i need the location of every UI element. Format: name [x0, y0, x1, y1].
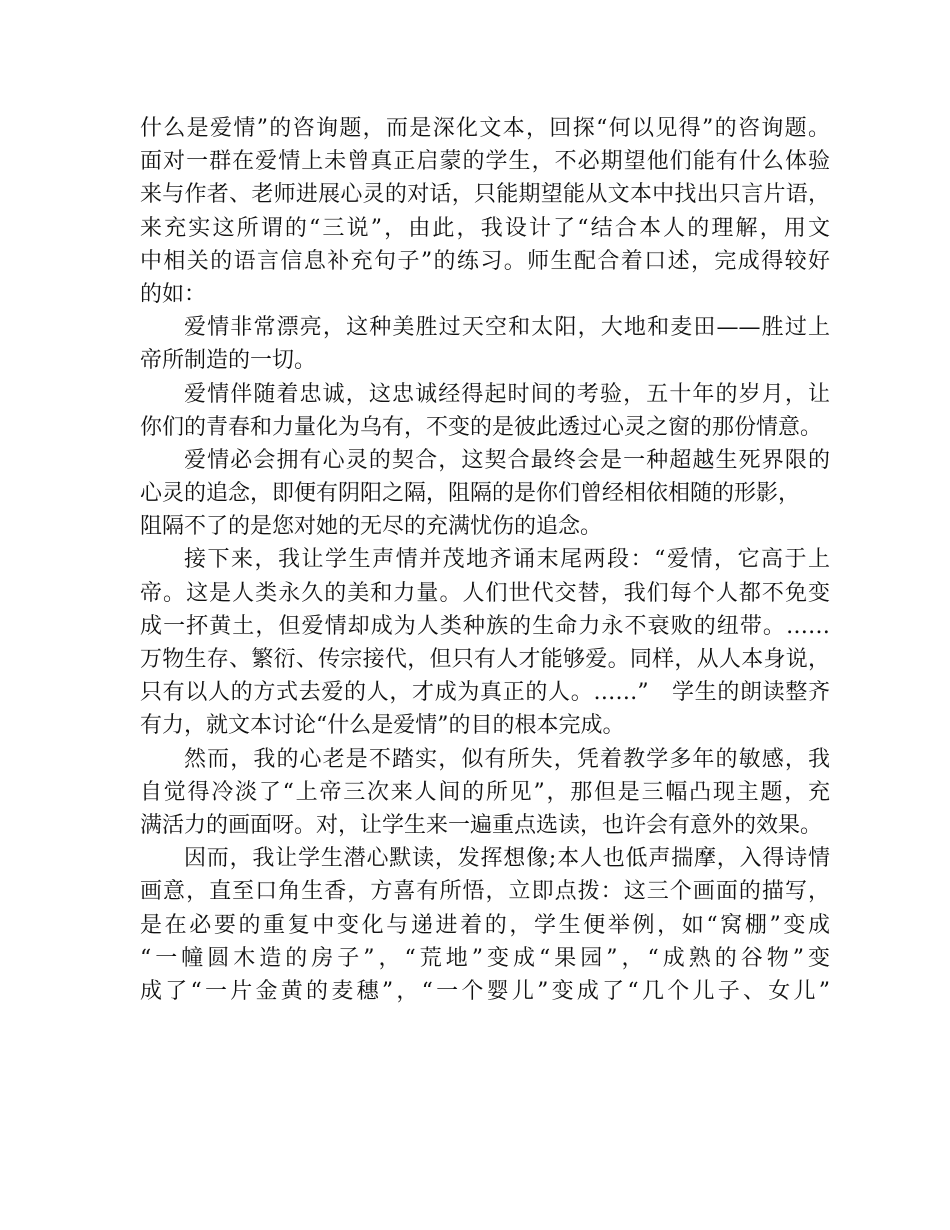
- text-line: 成一抔黄土，但爱情却成为人类种族的生命力永不衰败的纽带。……: [140, 613, 830, 639]
- text-line: 满活力的画面呀。对，让学生来一遍重点选读，也许会有意外的效果。: [140, 812, 823, 838]
- paragraph-start-line: 爱情伴随着忠诚，这忠诚经得起时间的考验，五十年的岁月，让: [184, 381, 830, 407]
- text-line: 画意，直至口角生香，方喜有所悟，立即点拨：这三个画面的描写，: [140, 879, 830, 905]
- text-line: 的如：: [140, 281, 207, 307]
- text-line: “一幢圆木造的房子”，“荒地”变成“果园”，“成熟的谷物”变: [140, 945, 830, 971]
- text-line: 来与作者、老师进展心灵的对话，只能期望能从文本中找出只言片语，: [140, 182, 830, 208]
- text-line: 帝所制造的一切。: [140, 348, 317, 374]
- text-line: 只有以人的方式去爱的人，才成为真正的人。……” 学生的朗读整齐: [140, 680, 830, 706]
- paragraph-start-line: 爱情必会拥有心灵的契合，这契合最终会是一种超越生死界限的: [184, 447, 830, 473]
- body-text: [140, 112, 830, 1008]
- paragraph-start-line: 爱情非常漂亮，这种美胜过天空和太阳，大地和麦田——胜过上: [184, 315, 830, 341]
- paragraph-start-line: 因而，我让学生潜心默读，发挥想像;本人也低声揣摩，入得诗情: [184, 846, 830, 872]
- text-line: 阻隔不了的是您对她的无尽的充满忧伤的追念。: [140, 514, 603, 540]
- text-line: 你们的青春和力量化为乌有，不变的是彼此透过心灵之窗的那份情意。: [140, 414, 823, 440]
- text-line: 心灵的追念，即便有阴阳之隔，阻隔的是你们曾经相依相随的形影，: [140, 481, 801, 507]
- text-line: 帝。这是人类永久的美和力量。人们世代交替，我们每个人都不免变: [140, 580, 830, 606]
- text-line: 成了“一片金黄的麦穗”，“一个婴儿”变成了“几个儿子、女儿”: [140, 978, 830, 1004]
- text-line: 来充实这所谓的“三说”，由此，我设计了“结合本人的理解，用文: [140, 215, 830, 241]
- text-line: 面对一群在爱情上未曾真正启蒙的学生，不必期望他们能有什么体验: [140, 149, 830, 175]
- text-line: 中相关的语言信息补充句子”的练习。师生配合着口述，完成得较好: [140, 248, 830, 274]
- paragraph-start-line: 然而，我的心老是不踏实，似有所失，凭着教学多年的敏感，我: [184, 746, 830, 772]
- text-line: 万物生存、繁衍、传宗接代，但只有人才能够爱。同样，从人本身说，: [140, 647, 830, 672]
- text-line: 自觉得冷淡了“上帝三次来人间的所见”，那但是三幅凸现主题，充: [140, 779, 830, 805]
- text-line: 有力，就文本讨论“什么是爱情”的目的根本完成。: [140, 713, 625, 739]
- text-line: 什么是爱情”的咨询题，而是深化文本，回探“何以见得”的咨询题。: [140, 116, 830, 141]
- paragraph-start-line: 接下来，我让学生声情并茂地齐诵末尾两段：“爱情，它高于上: [184, 547, 830, 573]
- text-line: 是在必要的重复中变化与递进着的，学生便举例，如“窝棚”变成: [140, 912, 830, 938]
